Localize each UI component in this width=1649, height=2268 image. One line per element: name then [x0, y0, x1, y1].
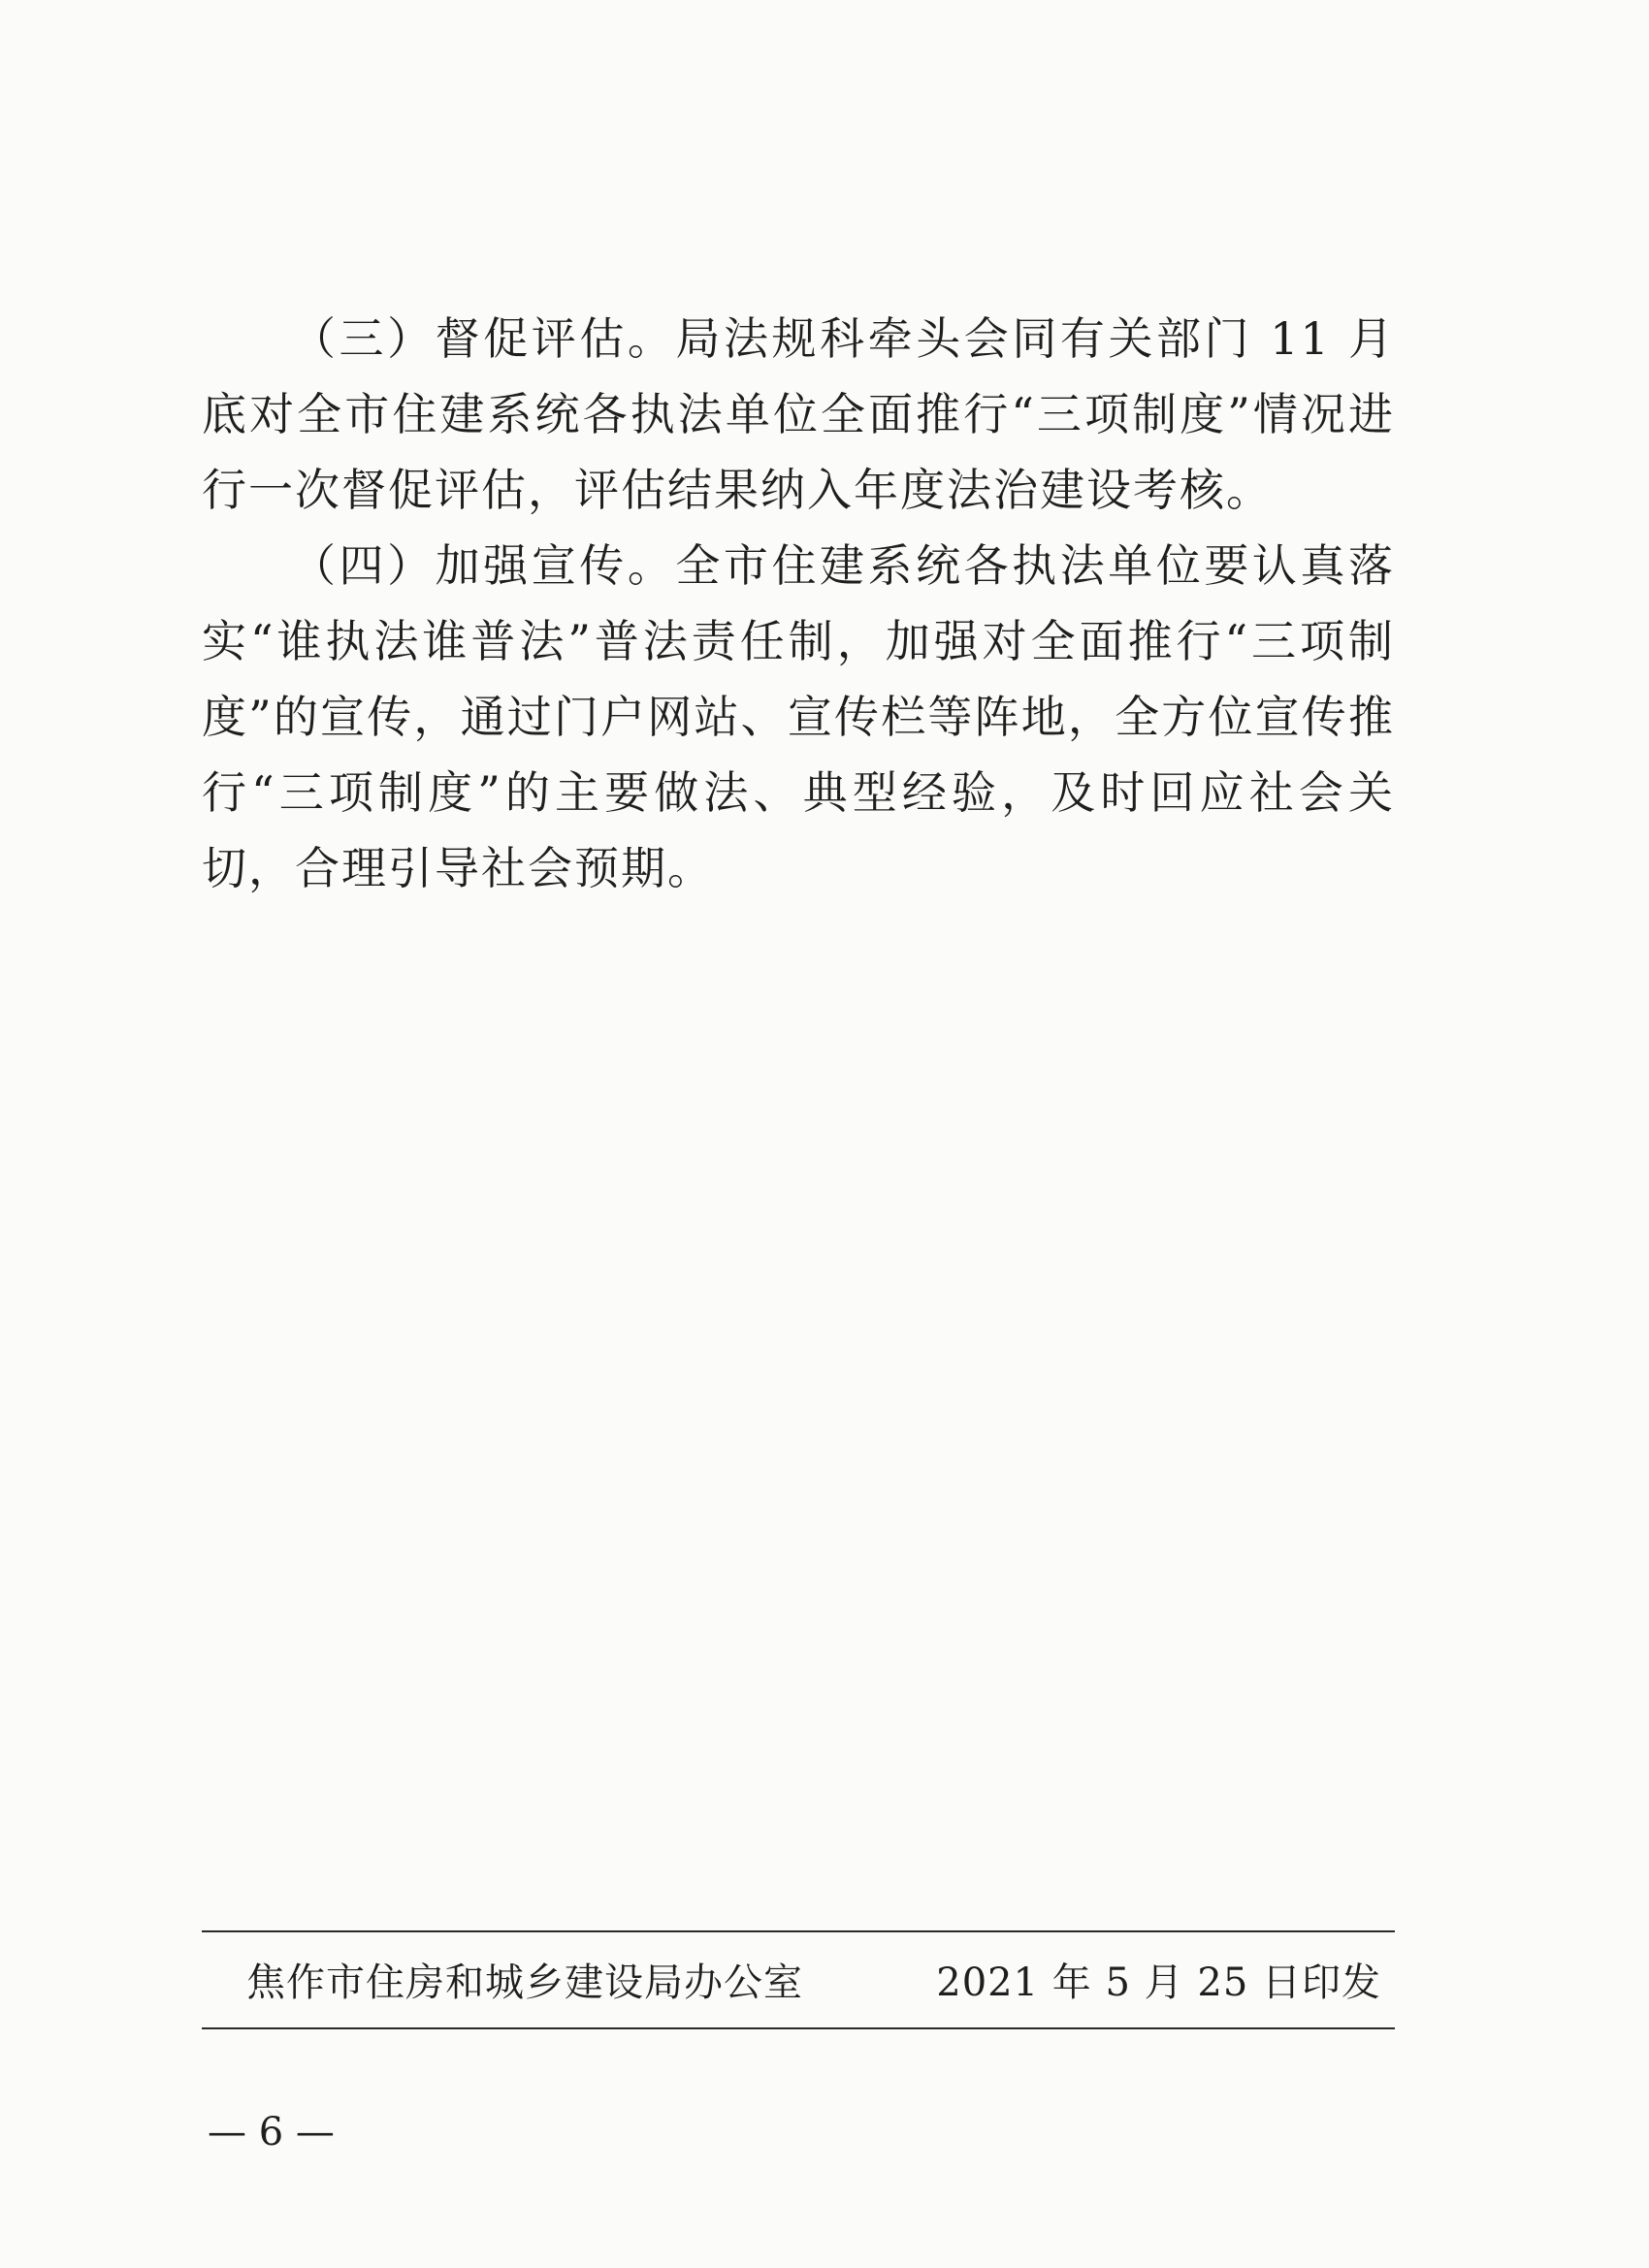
paragraph-strengthen-publicity: （四）加强宣传。全市住建系统各执法单位要认真落实“谁执法谁普法”普法责任制，加强对全面推行“三项制度”的宣传，通过门户网站、宣传栏等阵地，全方位宣传推行“三项制度”的主要做法、典型经验，及时回应社会关切，合理引导社会预期。 [202, 539, 1395, 894]
issue-date: 2021 年 5 月 25 日印发 [936, 1960, 1381, 2005]
footer-top-rule [202, 1930, 1395, 1932]
paragraph-supervise-evaluate: （三）督促评估。局法规科牵头会同有关部门 11 月底对全市住建系统各执法单位全面推行“三项制度”情况进行一次督促评估，评估结果纳入年度法治建设考核。 [202, 312, 1395, 516]
scan-artifact [109, 146, 122, 184]
footer-bottom-rule [202, 2027, 1395, 2029]
page-number: — 6 — [208, 2110, 335, 2155]
body-text [202, 301, 1395, 906]
issuing-office: 焦作市住房和城乡建设局办公室 [246, 1960, 803, 2005]
